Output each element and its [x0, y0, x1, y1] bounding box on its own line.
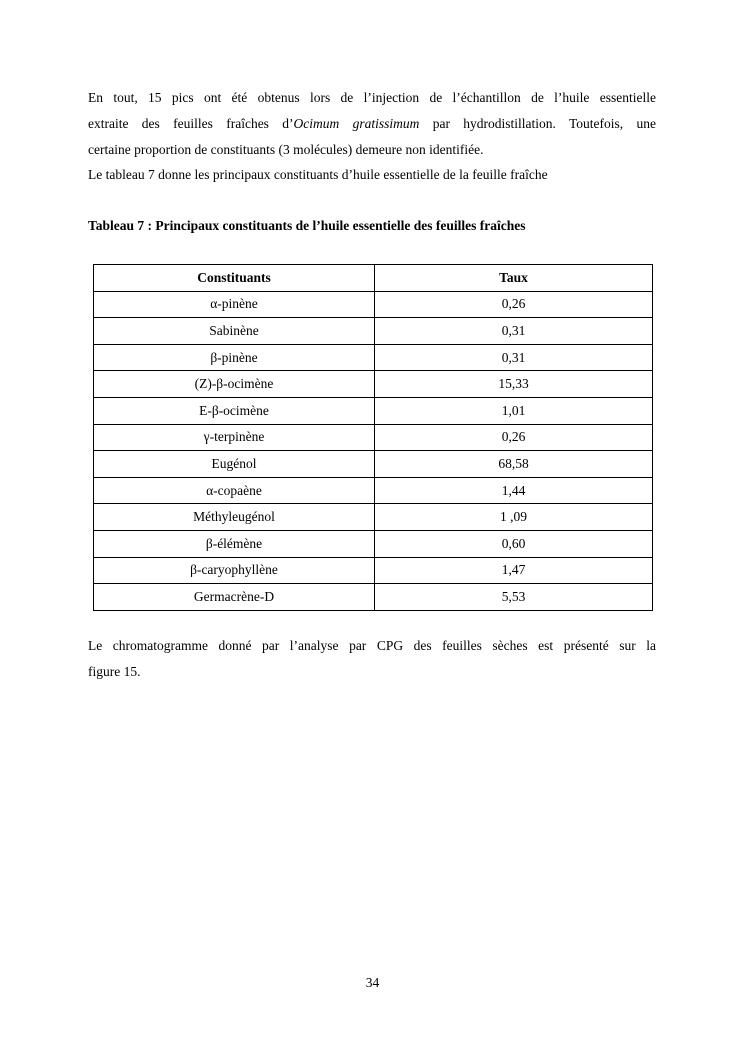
constituent-rate: 0,26 [375, 291, 653, 318]
closing-line-1: Le chromatogramme donné par l’analyse par CPG des feuilles sèches est présenté sur la [88, 638, 656, 653]
table-caption: Tableau 7 : Principaux constituants de l’huile essentielle des feuilles fraîches [88, 218, 526, 233]
table-body [94, 291, 653, 610]
table-row [94, 451, 653, 478]
intro-line-1: En tout, 15 pics ont été obtenus lors de l’injection de l’échantillon de l’huile essentielle [88, 90, 656, 105]
constituent-name: α-copaène [94, 477, 375, 504]
table-row [94, 291, 653, 318]
intro-line-2 [88, 114, 656, 134]
constituent-rate: 1,01 [375, 397, 653, 424]
intro-line-2-start: extraite des feuilles fraîches d’ [88, 116, 294, 131]
table-row [94, 557, 653, 584]
constituent-rate: 0,31 [375, 344, 653, 371]
constituent-rate: 0,31 [375, 318, 653, 345]
header-constituents: Constituants [94, 265, 375, 292]
constituent-rate: 15,33 [375, 371, 653, 398]
constituent-name: E-β-ocimène [94, 397, 375, 424]
table-row [94, 371, 653, 398]
constituent-rate: 1,44 [375, 477, 653, 504]
table-row [94, 530, 653, 557]
table-row [94, 584, 653, 611]
page-number: 34 [365, 975, 380, 990]
table-row [94, 424, 653, 451]
constituent-rate: 5,53 [375, 584, 653, 611]
constituent-name: Germacrène-D [94, 584, 375, 611]
table-header-row [94, 265, 653, 292]
table-row [94, 504, 653, 531]
constituent-name: Méthyleugénol [94, 504, 375, 531]
table-row [94, 344, 653, 371]
closing-line-2: figure 15. [88, 664, 141, 679]
constituent-name: (Z)-β-ocimène [94, 371, 375, 398]
table-row [94, 477, 653, 504]
constituent-name: β-pinène [94, 344, 375, 371]
constituent-rate: 0,60 [375, 530, 653, 557]
intro-line-2-end: par hydrodistillation. Toutefois, une [419, 116, 657, 131]
constituent-name: γ-terpinène [94, 424, 375, 451]
table-row [94, 397, 653, 424]
constituent-name: Eugénol [94, 451, 375, 478]
constituent-rate: 1 ,09 [375, 504, 653, 531]
table-row [94, 318, 653, 345]
constituent-name: β-caryophyllène [94, 557, 375, 584]
constituent-name: Sabinène [94, 318, 375, 345]
intro-line-4: Le tableau 7 donne les principaux constituants d’huile essentielle de la feuille fraîche [88, 167, 548, 182]
constituent-name: β-élémène [94, 530, 375, 557]
constituents-table [93, 264, 653, 611]
species-name: Ocimum gratissimum [293, 116, 420, 131]
intro-line-3: certaine proportion de constituants (3 molécules) demeure non identifiée. [88, 142, 484, 157]
constituent-name: α-pinène [94, 291, 375, 318]
constituent-rate: 1,47 [375, 557, 653, 584]
header-rate: Taux [375, 265, 653, 292]
constituent-rate: 68,58 [375, 451, 653, 478]
constituent-rate: 0,26 [375, 424, 653, 451]
